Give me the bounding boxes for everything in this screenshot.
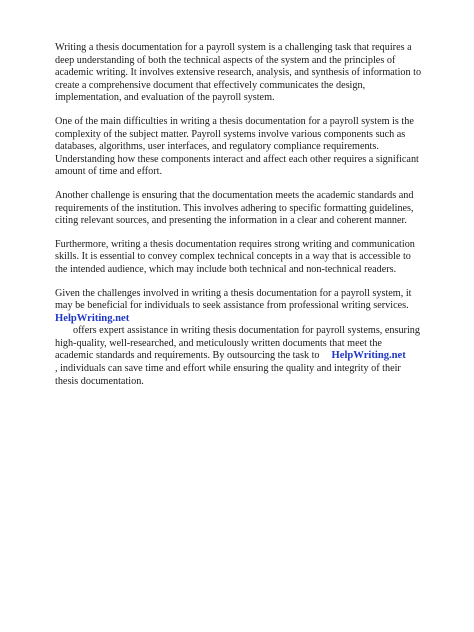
recommendation-text-1: Given the challenges involved in writing a thesis documentation for a payroll system, it may be beneficial for individuals to seek assistance from professional writing services. [55,287,412,312]
helpwriting-link-2[interactable]: HelpWriting.net [331,350,406,362]
paragraph-academic-standards: Another challenge is ensuring that the documentation meets the academic standards and requirements of the institution. This involves adhering to specific formatting guidelines, citing relevant sources, and presenting the information in a clear and coherent manner. [55,189,414,227]
recommendation-text-2: offers expert assistance in writing thesis documentation for payroll systems, ensuring high-quality, well-researched, and meticulously written documents that meet the academic standards and requirements. By outsourcing the task to [55,325,420,362]
paragraph-intro: Writing a thesis documentation for a payroll system is a challenging task that requires a deep understanding of both the technical aspects of the system and the principles of academic writing. It involves extensive research, analysis, and synthesis of information to create a comprehensive document that effectively communicates the design, implementation, and evaluation of the payroll system. [55,42,422,104]
recommendation-text-3: , individuals can save time and effort while ensuring the quality and integrity of their thesis documentation. [55,363,401,387]
paragraph-writing-skills: Furthermore, writing a thesis documentation requires strong writing and communication skills. It is essential to convey complex technical concepts in a way that is accessible to the intended audience, which may include both technical and non-technical readers. [55,238,415,275]
helpwriting-link-1[interactable]: HelpWriting.net [55,312,130,324]
paragraph-complexity: One of the main difficulties in writing a thesis documentation for a payroll system is the complexity of the subject matter. Payroll systems involve various components such as databases, algorithms, user interfaces, and regulatory compliance requirements. Understanding how these components interact and affect each other requires a significant amount of time and effort. [55,115,419,178]
paragraph-recommendation [55,288,422,389]
